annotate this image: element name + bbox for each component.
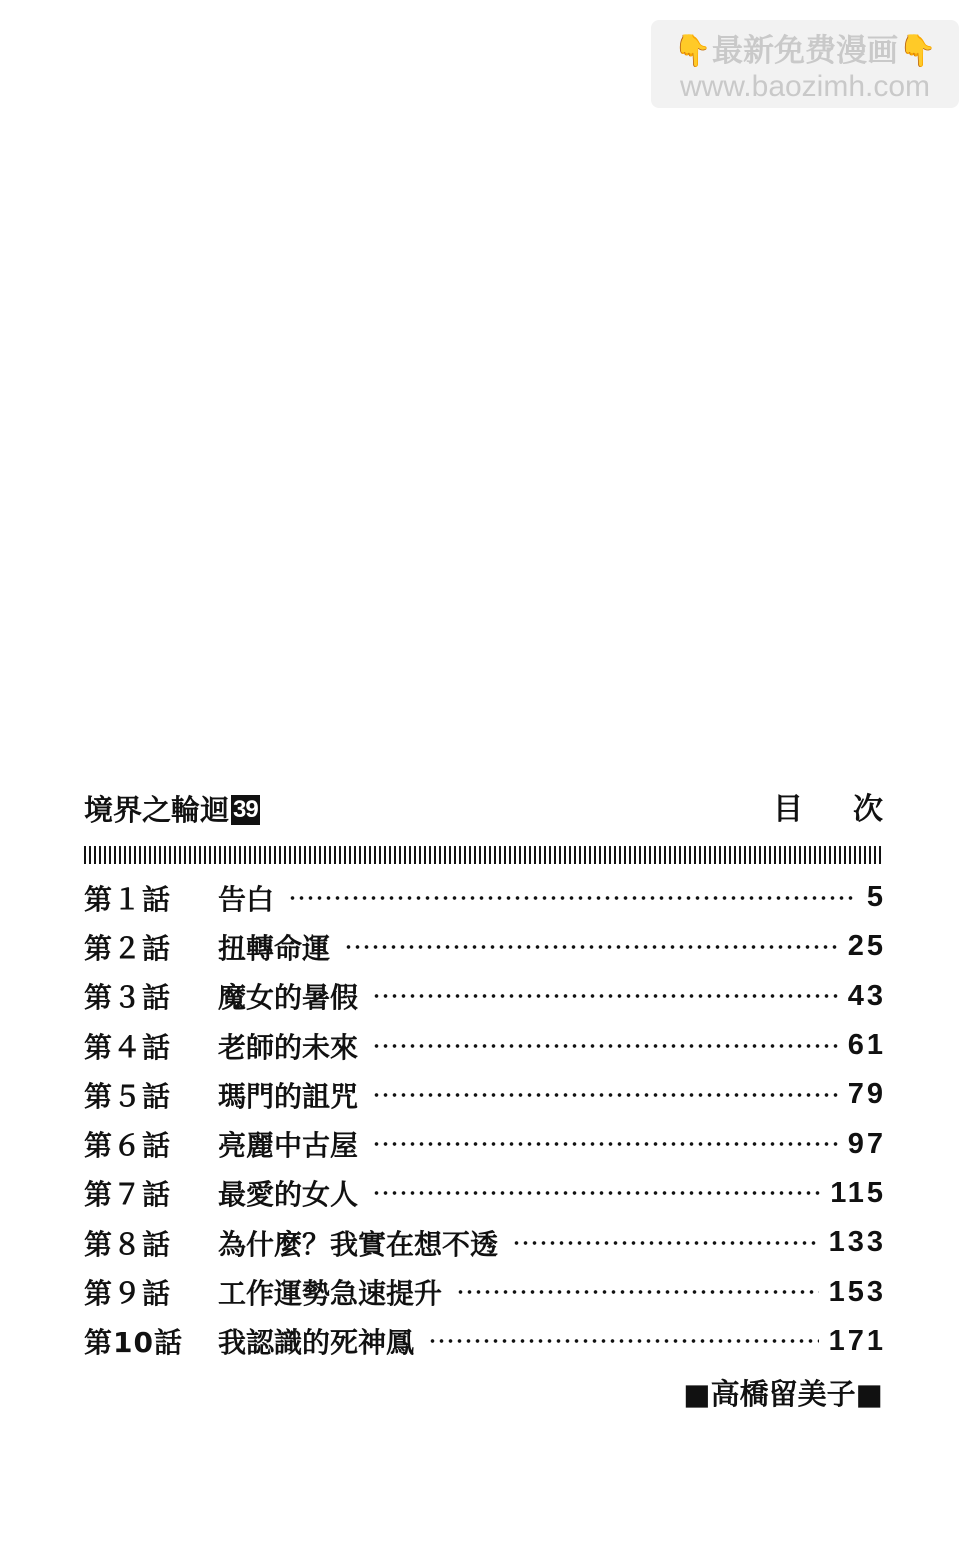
chapter-title: 瑪門的詛咒	[218, 1079, 359, 1113]
chapter-title: 我認識的死神鳳	[218, 1326, 415, 1360]
chapter-number: 第５話	[84, 1079, 172, 1113]
dot-leader	[372, 1191, 820, 1195]
chapter-title: 工作運勢急速提升	[218, 1277, 443, 1311]
page-number: 171	[828, 1324, 886, 1357]
chapter-number: 第８話	[84, 1227, 172, 1261]
chapter-number: 第４話	[84, 1030, 172, 1064]
table-of-contents	[84, 873, 886, 1366]
page-number: 61	[847, 1029, 886, 1062]
chapter-number: 第７話	[84, 1178, 172, 1212]
toc-row	[84, 1021, 886, 1070]
pointing-down-hand-icon: 👇	[673, 33, 712, 69]
dot-leader	[512, 1241, 819, 1245]
dot-leader	[372, 1044, 838, 1048]
toc-row	[84, 1317, 886, 1366]
page-number: 153	[828, 1275, 886, 1308]
chapter-title: 魔女的暑假	[218, 981, 359, 1015]
dot-leader	[372, 1142, 838, 1146]
header-rule	[84, 846, 883, 864]
chapter-number: 第１話	[84, 882, 172, 916]
page-number: 115	[830, 1176, 886, 1209]
chapter-title: 告白	[218, 882, 275, 916]
chapter-number: 第３話	[84, 981, 172, 1015]
page-number: 79	[847, 1078, 886, 1111]
chapter-number: 第６話	[84, 1129, 172, 1163]
volume-badge: 39	[233, 796, 258, 823]
author-name: ■高橋留美子■	[683, 1377, 883, 1411]
chapter-title: 老師的未來	[218, 1030, 359, 1064]
watermark-url: www.baozimh.com	[679, 70, 931, 103]
chapter-title: 為什麼？我實在想不透	[218, 1227, 499, 1261]
toc-row	[84, 1119, 886, 1168]
chapter-number: 第２話	[84, 931, 172, 965]
page-number: 133	[828, 1226, 886, 1259]
toc-row	[84, 1070, 886, 1119]
toc-row	[84, 1218, 886, 1267]
dot-leader	[288, 896, 857, 900]
toc-row	[84, 922, 886, 971]
page-number: 25	[847, 930, 886, 963]
watermark	[651, 20, 959, 108]
toc-heading: 目次	[773, 792, 933, 827]
watermark-line1	[651, 32, 959, 70]
toc-header	[84, 788, 933, 832]
dot-leader	[428, 1339, 819, 1343]
book-title: 境界之輪迴	[84, 793, 230, 827]
pointing-down-hand-icon: 👇	[898, 33, 937, 69]
dot-leader	[344, 945, 838, 949]
dot-leader	[456, 1290, 819, 1294]
page-number: 5	[866, 881, 886, 914]
dot-leader	[372, 994, 838, 998]
chapter-number: 第９話	[84, 1277, 172, 1311]
book-title-block	[84, 788, 260, 832]
toc-row	[84, 1169, 886, 1218]
toc-row	[84, 873, 886, 922]
toc-row	[84, 972, 886, 1021]
dot-leader	[372, 1093, 838, 1097]
toc-row	[84, 1267, 886, 1316]
page-number: 43	[847, 979, 886, 1012]
chapter-title: 扭轉命運	[218, 931, 331, 965]
chapter-title: 最愛的女人	[218, 1178, 359, 1212]
page-number: 97	[847, 1127, 886, 1160]
chapter-title: 亮麗中古屋	[218, 1129, 359, 1163]
chapter-number: 第10話	[84, 1326, 183, 1360]
watermark-text: 最新免费漫画	[712, 33, 898, 69]
